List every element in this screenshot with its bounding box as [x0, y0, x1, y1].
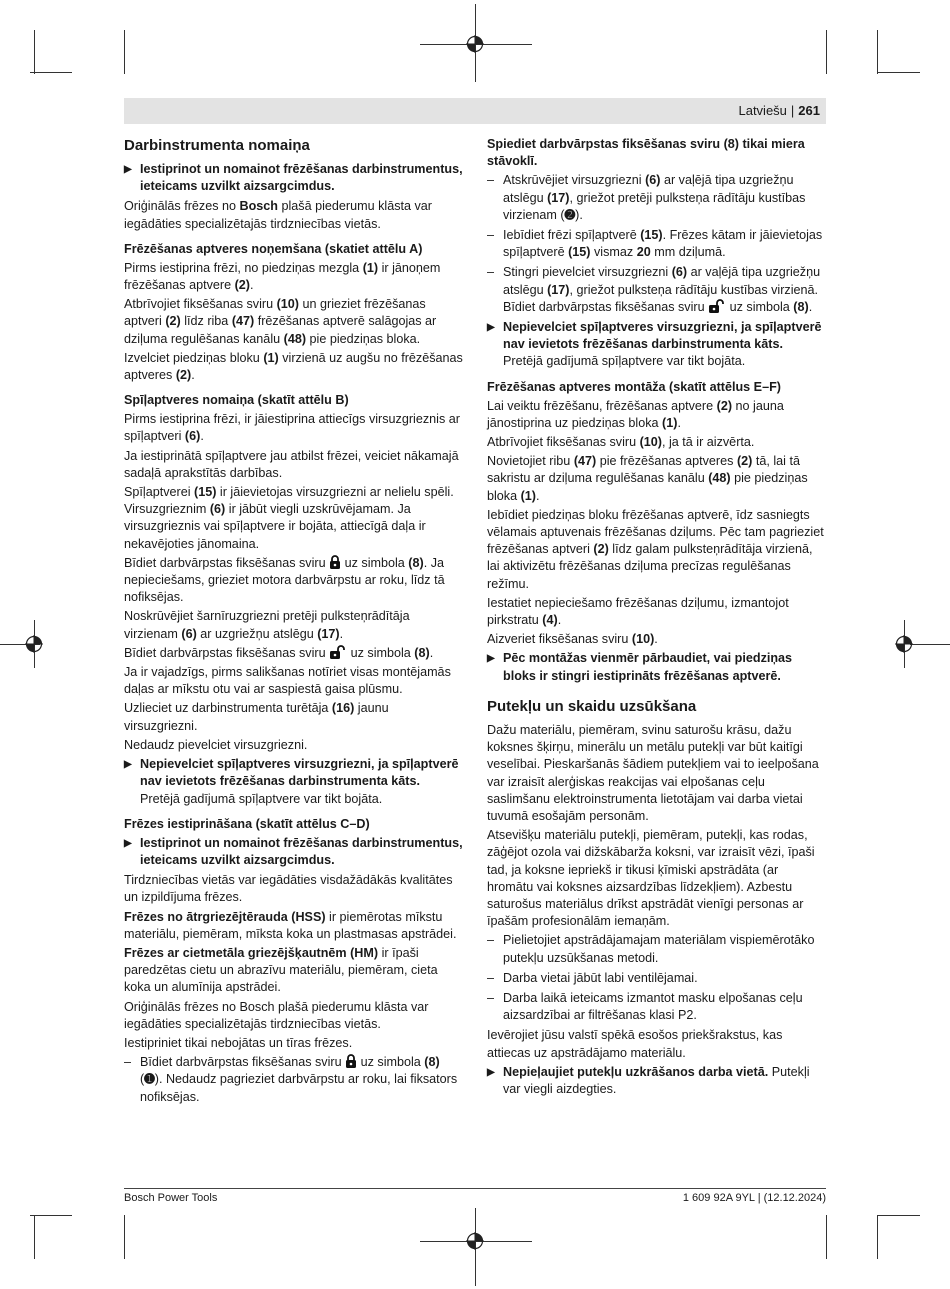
crop-mark: [30, 72, 72, 73]
paragraph: Aizveriet fiksēšanas sviru (10).: [487, 632, 658, 647]
paragraph: Novietojiet ribu (47) pie frēzēšanas aptveres (2) tā, lai tā sakristu ar dziļuma regulēšanas kanālu (48) pie piedziņas bloka (1).: [487, 454, 808, 503]
paragraph: Oriģinālās frēzes no Bosch plašā piederumu klāsta var iegādāties specializētajās tirdzniecības vietās.: [124, 199, 433, 231]
crop-mark: [34, 1215, 35, 1259]
dash-list-item: – Stingri pievelciet virsuzgriezni (6) ar vaļējā tipa uzgriežņu atslēgu (17), griežot pulksteņa rādītāju kustības virzienā. Bīdiet darbvārpstas fiksēšanas sviru uz simbola (8).: [487, 264, 827, 316]
paragraph: Pirms iestiprina frēzi, no piedziņas mezgla (1) ir jānoņem frēzēšanas aptvere (2).: [124, 260, 441, 293]
paragraph: Oriģinālās frēzes no Bosch plašā piederumu klāsta var iegādāties specializētajās tirdzniecības vietās.: [124, 999, 429, 1031]
paragraph: Spīļaptverei (15) ir jāievietojas virsuzgriezni ar nelielu spēli. Virsuzgrieznim (6) ir jābūt viegli uzskrūvējamam. Ja virsuzgrieznis vai spīļaptvere ir bojāta, attiecīgā daļa ir nekavējoties jānomaina.: [124, 485, 454, 551]
paragraph: Ievērojiet jūsu valstī spēkā esošos priekšrakstus, kas attiecas uz apstrādājamo materiālu.: [487, 1028, 783, 1060]
paragraph: Bīdiet darbvārpstas fiksēšanas sviru uz simbola (8).: [124, 645, 434, 660]
crop-mark: [124, 30, 125, 74]
warning-item: ▶ Iestiprinot un nomainot frēzēšanas darbinstrumentus, ieteicams uzvilkt aizsargcimdus.: [124, 835, 464, 869]
header-language: [738, 103, 820, 118]
crop-mark: [826, 1215, 827, 1259]
paragraph: Uzlieciet uz darbinstrumenta turētāja (16) jaunu virsuzgriezni.: [124, 701, 389, 733]
paragraph: Atsevišķu materiālu putekļi, piemēram, putekļi, kas rodas, zāģējot ozola vai dižskābarža koksni, var izraisīt vēzi, īpaši tad, ja koksne iepriekš ir tikusi ķīmiski apstrādāta (ar hromātu vai koksnes aizsardzības līdzekļiem). Azbestu saturošus materiālus drīkst apstrādāt vienīgi personas ar īpašām profesionālām iemaņām.: [487, 828, 815, 929]
paragraph: Atbrīvojiet fiksēšanas sviru (10), ja tā ir aizvērta.: [487, 435, 755, 450]
warning-item: ▶ Iestiprinot un nomainot frēzēšanas darbinstrumentus, ieteicams uzvilkt aizsargcimdus.: [124, 161, 464, 195]
header-separator: |: [790, 103, 795, 118]
paragraph: Iebīdiet piedziņas bloku frēzēšanas aptverē, īdz sasniegts vēlamais aptuvenais frēzēšanas dziļums. Pēc tam pagrieziet frēzēšanas aptveri (2) līdz galam pulksteņrādītāja virzienā, lai aktivizētu frēzēšanas dziļuma precīzas regulēšanas režīmu.: [487, 507, 824, 591]
dash-list-item: – Pielietojiet apstrādājamajam materiālam vispiemērotāko putekļu uzsūkšanas metodi.: [487, 932, 827, 966]
paragraph: Iestipriniet tikai nebojātas un tīras frēzes.: [124, 1035, 353, 1050]
paragraph: Lai veiktu frēzēšanu, frēzēšanas aptvere (2) no jauna jānostiprina uz piedziņas bloka (1).: [487, 398, 784, 430]
footer-brand: Bosch Power Tools: [124, 1192, 218, 1204]
dash-list-item: – Atskrūvējiet virsuzgriezni (6) ar vaļējā tipa uzgriežņu atslēgu (17), griežot pretēji pulksteņa rādītāju kustības virzienam (➋).: [487, 172, 827, 224]
crop-mark: [124, 1215, 125, 1259]
warning-item: ▶ Nepievelciet spīļaptveres virsuzgriezni, ja spīļaptverē nav ievietots frēzēšanas darbinstrumenta kāts. Pretējā gadījumā spīļaptvere var tikt bojāta.: [124, 756, 464, 808]
footer-doc-id: 1 609 92A 9YL | (12.12.2024): [682, 1192, 826, 1204]
dash-list-item: – Darba laikā ieteicams izmantot masku elpošanas ceļu aizsardzībai ar filtrēšanas klasi P2.: [487, 990, 827, 1024]
paragraph: Iestatiet nepieciešamo frēzēšanas dziļumu, izmantojot pirkstratu (4).: [487, 595, 789, 628]
right-column: [487, 136, 827, 1101]
padlock-open-icon: [708, 299, 726, 314]
subsection-title: Frēzēšanas aptveres montāža (skatīt attēlus E–F): [487, 379, 781, 394]
dash-list-item: – Bīdiet darbvārpstas fiksēšanas sviru uz simbola (8) (➊). Nedaudz pagrieziet darbvārpstu ar roku, lai fiksators nofiksējas.: [124, 1054, 464, 1106]
paragraph: Ja ir vajadzīgs, pirms salikšanas notīriet visas montējamās daļas ar mīkstu otu vai ar saspiestā gaisa plūsmu.: [124, 665, 451, 697]
paragraph: Frēzes no ātrgriezējtērauda (HSS) ir piemērotas mīkstu materiālu, piemēram, mīksta koka un plastmasas apstrādei.: [124, 909, 457, 941]
registration-mark-icon: [25, 635, 43, 653]
paragraph: Izvelciet piedziņas bloku (1) virzienā uz augšu no frēzēšanas aptveres (2).: [124, 350, 463, 383]
padlock-closed-icon: [329, 555, 341, 570]
page-header: [124, 98, 826, 124]
paragraph: Dažu materiālu, piemēram, svinu saturošu krāsu, dažu koksnes šķirņu, minerālu un metālu putekļi var būt kaitīgi veselībai. Pieskaršanās šādiem putekļiem vai to ieelpošana var izraisīt alerģiskas reakcijas vai elpošanas ceļu saslimšanu elektroinstrumenta lietotājam vai darba vietai tuvumā esošajām personām.: [487, 722, 819, 823]
paragraph: Spiediet darbvārpstas fiksēšanas sviru (8) tikai miera stāvoklī.: [487, 137, 805, 169]
language-label: Latviešu: [738, 103, 787, 118]
crop-mark: [34, 30, 35, 74]
paragraph: Pirms iestiprina frēzi, ir jāiestiprina attiecīgs virsuzgrieznis ar spīļaptveri (6).: [124, 412, 460, 444]
paragraph: Ja iestiprinātā spīļaptvere jau atbilst frēzei, veiciet nākamajā sadaļā aprakstītās darbības.: [124, 448, 459, 480]
crop-mark: [878, 72, 920, 73]
subsection-title: Frēzēšanas aptveres noņemšana (skatiet attēlu A): [124, 241, 423, 256]
padlock-closed-icon: [345, 1054, 357, 1069]
padlock-open-icon: [329, 645, 347, 660]
crop-mark: [826, 30, 827, 74]
paragraph: Atbrīvojiet fiksēšanas sviru (10) un grieziet frēzēšanas aptveri (2) līdz riba (47) frēzēšanas aptverē salāgojas ar dziļuma regulēšanas kanālu (48) pie piedziņas bloka.: [124, 297, 437, 346]
registration-mark-icon: [466, 35, 484, 53]
paragraph: Frēzes ar cietmetāla griezējšķautnēm (HM) ir īpaši paredzētas cietu un abrazīvu materiālu, piemēram, cieta koka un alumīnija apstrādei.: [124, 945, 438, 995]
crop-mark: [910, 644, 950, 645]
warning-item: ▶ Nepievelciet spīļaptveres virsuzgriezni, ja spīļaptverē nav ievietots frēzēšanas darbinstrumenta kāts. Pretējā gadījumā spīļaptvere var tikt bojāta.: [487, 319, 827, 371]
warning-item: ▶ Nepieļaujiet putekļu uzkrāšanos darba vietā. Putekļi var viegli aizdegties.: [487, 1064, 827, 1098]
warning-item: ▶ Pēc montāžas vienmēr pārbaudiet, vai piedziņas bloks ir stingri iestiprināts frēzēšanas aptverē.: [487, 650, 827, 684]
paragraph: Bīdiet darbvārpstas fiksēšanas sviru uz simbola (8). Ja nepieciešams, grieziet motora darbvārpstu ar roku, līdz tā nofiksējas.: [124, 555, 445, 605]
section-title: Putekļu un skaidu uzsūkšana: [487, 697, 697, 715]
paragraph: Tirdzniecības vietās var iegādāties visdažādākās kvalitātes un izpildījuma frēzes.: [124, 873, 453, 905]
paragraph: Noskrūvējiet šarnīruzgriezni pretēji pulksteņrādītāja virzienam (6) ar uzgriežņu atslēgu (17).: [124, 609, 410, 641]
section-title: Darbinstrumenta nomaiņa: [124, 137, 310, 154]
registration-mark-icon: [466, 1232, 484, 1250]
crop-mark: [878, 1215, 920, 1216]
left-column: [124, 136, 464, 1109]
dash-list-item: – Darba vietai jābūt labi ventilējamai.: [487, 970, 827, 987]
dash-list-item: – Iebīdiet frēzi spīļaptverē (15). Frēzes kātam ir jāievietojas spīļaptverē (15) vismaz 20 mm dziļumā.: [487, 227, 827, 261]
registration-mark-icon: [895, 635, 913, 653]
crop-mark: [877, 30, 878, 74]
crop-mark: [877, 1215, 878, 1259]
page-number: 261: [798, 103, 820, 118]
footer-divider: [124, 1188, 826, 1189]
subsection-title: Spīļaptveres nomaiņa (skatīt attēlu B): [124, 393, 349, 408]
crop-mark: [30, 1215, 72, 1216]
paragraph: Nedaudz pievelciet virsuzgriezni.: [124, 737, 308, 752]
subsection-title: Frēzes iestiprināšana (skatīt attēlus C–D): [124, 816, 370, 831]
